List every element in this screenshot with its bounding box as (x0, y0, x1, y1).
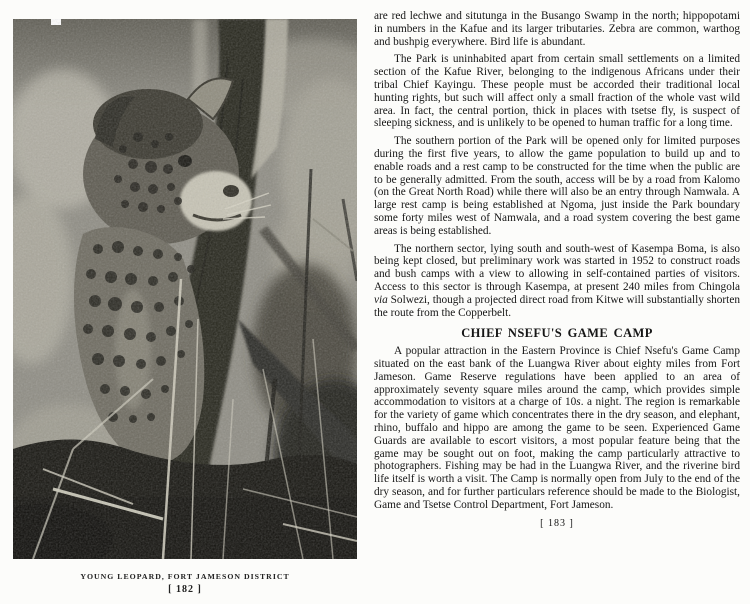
body-text: A popular attraction in the Eastern Province is Chief Nsefu's Game Camp situated on the east bank of the Luangwa River about eighty miles from Fort Jameson. Game Reserve regulations have been applied to an area of approximately seventy square miles around the camp, which provides simple accommodation to visitors at a charge of 10 (374, 345, 740, 409)
body-text: . a night. The region is remarkable for the variety of game which concentrates there in the dry season, and elephant, rhino, buffalo and hippo are among the game to be seen. Experienced Game Guards are available to escort visitors, a most popular feature being that the game may be sought out on foot, making the camp particularly attractive to photographers. Fishing may be had in the Luangwa River, and the riverine bird life itself is worth a visit. The Camp is normally open from July to the end of the dry season, and for further particulars reference should be made to the Biologist, Game and Tsetse Control Department, Fort Jameson. (374, 396, 740, 511)
text-block-top (374, 10, 740, 319)
paragraph (374, 243, 740, 320)
paragraph (374, 135, 740, 237)
photo-grain (13, 19, 357, 559)
photo-caption: YOUNG LEOPARD, FORT JAMESON DISTRICT (80, 572, 290, 581)
young-leopard-photo (13, 19, 357, 559)
right-page-number: [ 183 ] (540, 518, 574, 530)
italic-text: s (576, 396, 581, 409)
paragraph (374, 53, 740, 130)
italic-text: via (374, 293, 388, 306)
body-text: The southern portion of the Park will be opened only for limited purposes during the first five years, to allow the game population to build up and to enable roads and a rest camp to be constructed for the time when the public are to be generally admitted. From the south, access will be by a road from Kalomo (on the Great North Road) while there will also be an entry through Namwala. A large rest camp is being established at Ngoma, just inside the Park boundary some forty miles west of Namwala, and a road system covering the best game areas is being established. (374, 135, 740, 237)
right-page (374, 10, 740, 531)
paragraph (374, 345, 740, 511)
body-text: Solwezi, though a projected direct road from Kitwe will substantially shorten the route from the Copperbelt. (374, 293, 740, 319)
body-text: are red lechwe and situtunga in the Busango Swamp in the north; hippopotami in numbers in the Kafue and its larger tributaries. Zebra are common, warthog and bushpig everywhere. Bird life is abundant. (374, 10, 740, 48)
leopard-photo-frame (13, 19, 357, 559)
text-block-bottom (374, 345, 740, 511)
section-heading: CHIEF NSEFU'S GAME CAMP (461, 326, 653, 341)
body-text: The northern sector, lying south and south-west of Kasempa Boma, is also being kept closed, but preliminary work was started in 1952 to construct roads and bush camps with a view to allowing in self-contained parties of visitors. Access to this sector is through Kasempa, at present 240 miles from Chingola (374, 242, 740, 293)
paragraph (374, 10, 740, 48)
left-page-number: [ 182 ] (168, 584, 202, 595)
body-text: The Park is uninhabited apart from certain small settlements on a limited section of the Kafue River, belonging to the indigenous Africans under their tribal Chief Kayingu. These people must be accorded their traditional local hunting rights, but such will affect only a small fraction of the whole vast wild area. In fact, the central portion, thick in places with tsetse fly, is suspect of sleeping sickness, and is unlikely to be opened to human traffic for a long time. (374, 53, 740, 130)
